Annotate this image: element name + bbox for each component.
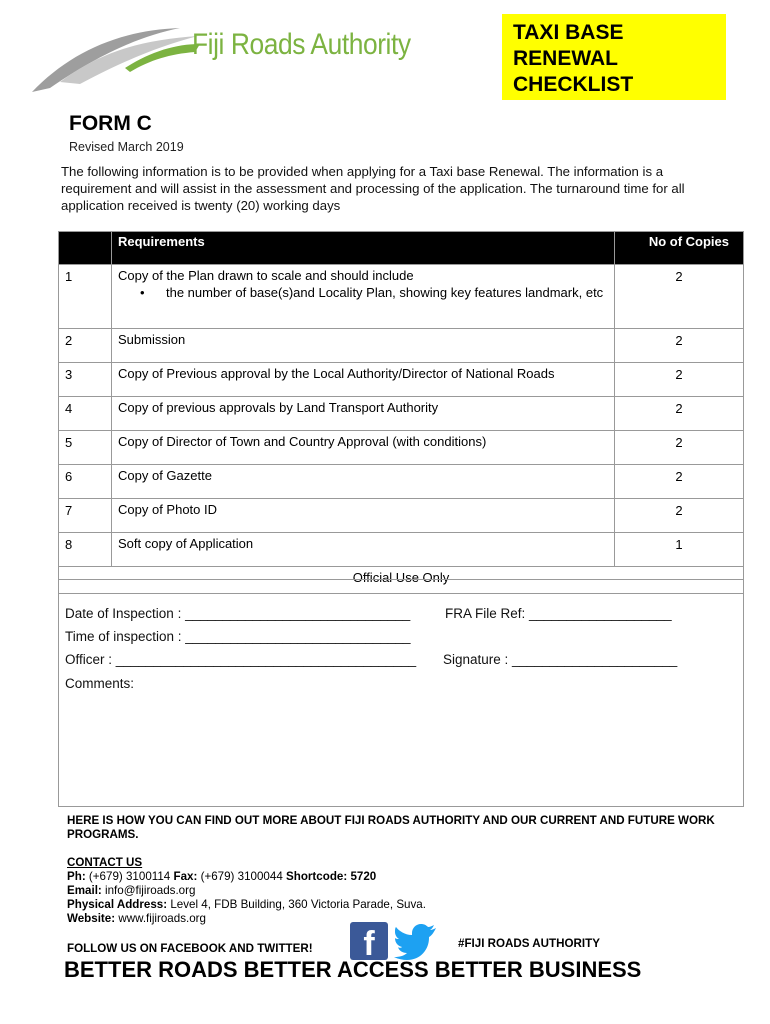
row-number: 7 [59, 499, 112, 533]
requirement-text: Copy of the Plan drawn to scale and should include [118, 268, 414, 283]
title-line-3: CHECKLIST [513, 73, 634, 96]
signature-field[interactable]: Signature : ______________________ [443, 652, 678, 667]
row-copies: 1 [615, 533, 744, 567]
table-header-row [59, 232, 744, 265]
email-line [67, 884, 426, 898]
address-value: Level 4, FDB Building, 360 Victoria Parade, Suva. [170, 898, 426, 911]
row-requirement: Copy of Gazette [112, 465, 615, 499]
row-number: 4 [59, 397, 112, 431]
row-copies: 2 [615, 499, 744, 533]
contact-heading: CONTACT US [67, 856, 143, 869]
follow-us-text: FOLLOW US ON FACEBOOK AND TWITTER! [67, 942, 313, 955]
row-copies: 2 [615, 431, 744, 465]
date-of-inspection-field[interactable]: Date of Inspection : ______________________________ [65, 606, 411, 621]
shortcode-label: Shortcode: [286, 870, 348, 883]
row-number: 5 [59, 431, 112, 465]
header-number [59, 232, 112, 265]
table-row [59, 329, 744, 363]
requirement-bullet: • the number of base(s)and Locality Plan, showing key features landmark, etc [140, 285, 608, 300]
hashtag-text: #FIJI ROADS AUTHORITY [458, 937, 600, 950]
fra-file-ref-field[interactable]: FRA File Ref: ___________________ [445, 606, 672, 621]
row-number: 8 [59, 533, 112, 567]
row-copies: 2 [615, 265, 744, 329]
table-row [59, 533, 744, 567]
form-title: FORM C [69, 112, 152, 135]
row-requirement: Copy of Director of Town and Country Approval (with conditions) [112, 431, 615, 465]
officer-field[interactable]: Officer : ________________________________________ [65, 652, 417, 667]
logo-text: Fiji Roads Authority [192, 28, 411, 61]
row-requirement: Copy of previous approvals by Land Transport Authority [112, 397, 615, 431]
info-heading: HERE IS HOW YOU CAN FIND OUT MORE ABOUT FIJI ROADS AUTHORITY AND OUR CURRENT AND FUTURE WORK PROGRAMS. [67, 814, 715, 841]
email-label: Email: [67, 884, 102, 897]
official-use-box [58, 579, 744, 807]
fax-value: (+679) 3100044 [200, 870, 283, 883]
row-requirement: Copy of Photo ID [112, 499, 615, 533]
row-number: 2 [59, 329, 112, 363]
row-number: 3 [59, 363, 112, 397]
contact-block [67, 856, 426, 926]
row-copies: 2 [615, 397, 744, 431]
table-row [59, 499, 744, 533]
slogan: BETTER ROADS BETTER ACCESS BETTER BUSINESS [64, 957, 642, 982]
address-label: Physical Address: [67, 898, 168, 911]
row-copies: 2 [615, 329, 744, 363]
table-row [59, 265, 744, 329]
header-requirements: Requirements [112, 232, 615, 265]
website-value[interactable]: www.fijiroads.org [118, 912, 206, 925]
table-row [59, 397, 744, 431]
official-use-label: Official Use Only [59, 567, 744, 594]
table-row [59, 465, 744, 499]
row-number: 1 [59, 265, 112, 329]
row-requirement [112, 265, 615, 329]
row-requirement: Copy of Previous approval by the Local Authority/Director of National Roads [112, 363, 615, 397]
title-line-1: TAXI BASE [513, 21, 624, 44]
phone-label: Ph: [67, 870, 86, 883]
row-number: 6 [59, 465, 112, 499]
phone-line [67, 870, 426, 884]
document-title-box [502, 14, 726, 100]
row-requirement: Submission [112, 329, 615, 363]
fra-logo-mark [30, 22, 200, 97]
time-of-inspection-field[interactable]: Time of inspection : ______________________________ [65, 629, 411, 644]
website-label: Website: [67, 912, 116, 925]
phone-value: (+679) 3100114 [88, 870, 171, 883]
row-requirement: Soft copy of Application [112, 533, 615, 567]
twitter-icon[interactable] [394, 922, 438, 960]
table-row [59, 431, 744, 465]
table-row [59, 363, 744, 397]
title-line-2: RENEWAL [513, 47, 618, 70]
address-line [67, 898, 426, 912]
header-copies: No of Copies [615, 232, 744, 265]
revised-date: Revised March 2019 [69, 140, 184, 154]
email-value[interactable]: info@fijiroads.org [105, 884, 196, 897]
row-copies: 2 [615, 363, 744, 397]
intro-paragraph: The following information is to be provided when applying for a Taxi base Renewal. The information is a requirement and will assist in the assessment and processing of the application. The turnaround time for all application received is twenty (20) working days [61, 164, 685, 213]
row-copies: 2 [615, 465, 744, 499]
facebook-icon[interactable]: f [350, 922, 388, 960]
shortcode-value: 5720 [350, 870, 377, 883]
comments-label: Comments: [65, 676, 135, 691]
fax-label: Fax: [173, 870, 198, 883]
requirements-table [58, 231, 744, 594]
